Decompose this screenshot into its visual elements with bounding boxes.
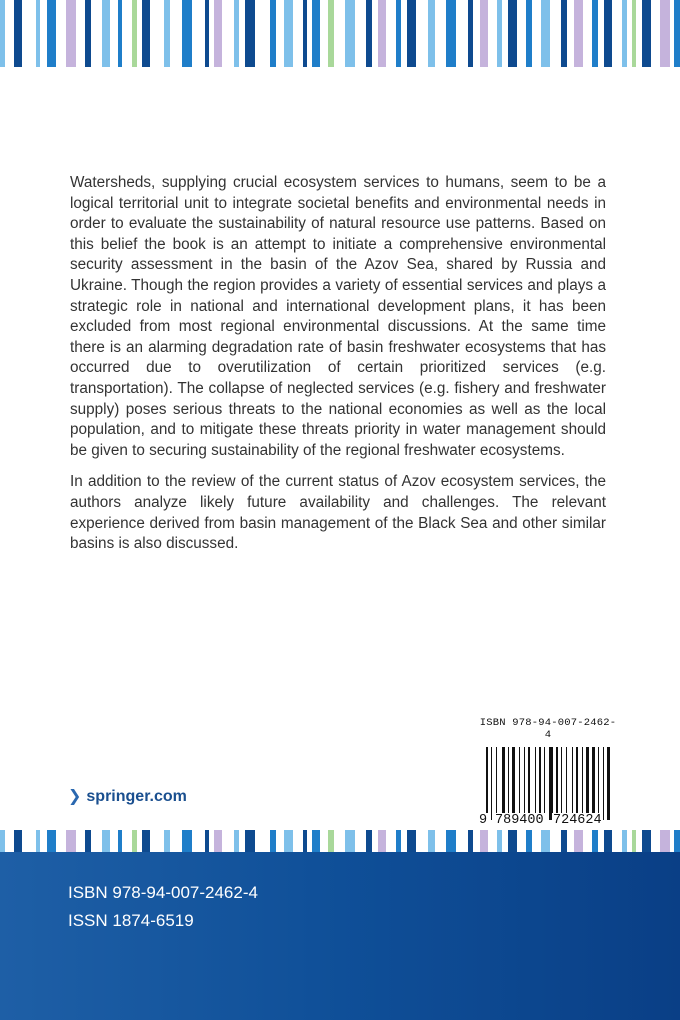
stripe: [378, 830, 386, 852]
barcode-bar: [582, 747, 583, 820]
stripe: [345, 830, 355, 852]
stripe: [142, 830, 150, 852]
stripe: [182, 0, 192, 67]
description-paragraph-1: Watersheds, supplying crucial ecosystem services to humans, seem to be a logical territorial unit to integrate societal benefits and environmental needs in order to evaluate the sustainability of natural resource use patterns. Based on this belief the book is an attempt to initiate a comprehensive environmental security assessment in the basin of the Azov Sea, shared by Russia and Ukraine. Though the region provides a variety of essential services and plays a strategic role in national and international development plans, it has been excluded from most regional environmental discussions. At the same time there is an alarming degradation rate of basin freshwater ecosystems that has occurred due to overutilization of certain prioritized services (e.g. transportation). The collapse of neglected services (e.g. fishery and freshwater supply) poses serious threats to the national economies as well as the local population, and to mitigate these threats priority in water management should be given to securing sustainability of the regional freshwater ecosystems.: [70, 174, 606, 459]
stripe: [674, 830, 680, 852]
stripe: [245, 830, 255, 852]
barcode-bar: [496, 747, 497, 820]
stripe: [604, 830, 612, 852]
stripe: [0, 0, 5, 67]
stripe: [642, 0, 651, 67]
publisher-url: springer.com: [86, 788, 187, 805]
barcode-bar: [544, 747, 545, 820]
barcode-bar: [512, 747, 515, 820]
stripe: [328, 830, 334, 852]
barcode-bar: [566, 747, 567, 820]
issn-text: ISSN 1874-6519: [68, 911, 194, 930]
stripe: [526, 830, 532, 852]
stripe: [480, 0, 488, 67]
stripe: [561, 830, 567, 852]
stripe: [561, 0, 567, 67]
barcode-bar: [603, 747, 604, 820]
stripe: [468, 830, 473, 852]
isbn-text: ISBN 978-94-007-2462-4: [68, 883, 258, 902]
stripe: [660, 830, 670, 852]
barcode-bar: [508, 747, 509, 820]
barcode-bars: [486, 747, 612, 820]
stripe: [205, 0, 209, 67]
stripe: [428, 0, 435, 67]
stripe: [14, 830, 22, 852]
stripe: [378, 0, 386, 67]
stripe: [396, 830, 401, 852]
stripe: [622, 830, 627, 852]
stripe: [142, 0, 150, 67]
barcode-bar: [539, 747, 541, 820]
stripe: [480, 830, 488, 852]
barcode-bar: [524, 747, 525, 820]
stripe: [541, 830, 550, 852]
stripe: [214, 830, 222, 852]
stripe: [182, 830, 192, 852]
stripe: [284, 0, 293, 67]
barcode-bar: [486, 747, 488, 820]
stripe: [284, 830, 293, 852]
top-stripe-band: [0, 0, 680, 67]
stripe: [674, 0, 680, 67]
book-codes: [68, 879, 258, 935]
barcode-bar: [598, 747, 599, 820]
stripe: [604, 0, 612, 67]
stripe: [428, 830, 435, 852]
stripe: [234, 830, 239, 852]
stripe: [541, 0, 550, 67]
barcode-bar: [549, 747, 552, 820]
stripe: [36, 0, 40, 67]
stripe: [205, 830, 209, 852]
stripe: [234, 0, 239, 67]
stripe: [47, 830, 56, 852]
barcode-digit-first: 9: [479, 813, 488, 828]
stripe: [508, 0, 517, 67]
stripe: [132, 0, 137, 67]
barcode-bar: [528, 747, 530, 820]
stripe: [446, 0, 456, 67]
stripe: [47, 0, 56, 67]
isbn-barcode: [478, 717, 618, 829]
stripe: [102, 0, 110, 67]
stripe: [574, 0, 583, 67]
barcode-digits: [478, 813, 618, 829]
stripe: [245, 0, 255, 67]
stripe: [407, 0, 416, 67]
barcode-bar: [535, 747, 536, 820]
stripe: [312, 0, 320, 67]
stripe: [85, 0, 91, 67]
barcode-bar: [592, 747, 594, 820]
middle-stripe-band: [0, 830, 680, 852]
stripe: [66, 0, 76, 67]
barcode-bar: [576, 747, 578, 820]
stripe: [118, 830, 122, 852]
stripe: [132, 830, 137, 852]
stripe: [36, 830, 40, 852]
stripe: [622, 0, 627, 67]
stripe: [102, 830, 110, 852]
barcode-bar: [502, 747, 504, 820]
bottom-panel: [0, 852, 680, 1020]
barcode-bar: [491, 747, 492, 820]
stripe: [328, 0, 334, 67]
barcode-digits-right: 724624: [553, 813, 602, 828]
stripe: [85, 830, 91, 852]
chevron-right-icon: ❯: [68, 788, 82, 805]
stripe: [270, 830, 276, 852]
stripe: [303, 830, 307, 852]
barcode-bar: [607, 747, 610, 820]
stripe: [446, 830, 456, 852]
barcode-bar: [556, 747, 558, 820]
stripe: [345, 0, 355, 67]
stripe: [270, 0, 276, 67]
stripe: [592, 830, 598, 852]
stripe: [366, 830, 372, 852]
stripe: [508, 830, 517, 852]
barcode-isbn-label: ISBN 978-94-007-2462-4: [479, 717, 617, 741]
barcode-bar: [519, 747, 520, 820]
stripe: [642, 830, 651, 852]
stripe: [497, 0, 502, 67]
stripe: [14, 0, 22, 67]
stripe: [468, 0, 473, 67]
stripe: [592, 0, 598, 67]
stripe: [214, 0, 222, 67]
barcode-bar: [561, 747, 562, 820]
stripe: [632, 830, 636, 852]
stripe: [66, 830, 76, 852]
barcode-digits-left: 789400: [495, 813, 544, 828]
stripe: [574, 830, 583, 852]
stripe: [660, 0, 670, 67]
book-description: [70, 173, 606, 566]
stripe: [312, 830, 320, 852]
stripe: [366, 0, 372, 67]
stripe: [164, 830, 170, 852]
stripe: [407, 830, 416, 852]
stripe: [118, 0, 122, 67]
barcode-bar: [572, 747, 573, 820]
barcode-bar: [586, 747, 589, 820]
description-paragraph-2: In addition to the review of the current status of Azov ecosystem services, the authors analyze likely future availability and challenges. The relevant experience derived from basin management of the Black Sea and other similar basins is also discussed.: [70, 473, 606, 553]
publisher-link[interactable]: [68, 786, 187, 806]
stripe: [526, 0, 532, 67]
stripe: [396, 0, 401, 67]
stripe: [303, 0, 307, 67]
stripe: [0, 830, 5, 852]
stripe: [164, 0, 170, 67]
stripe: [497, 830, 502, 852]
stripe: [632, 0, 636, 67]
